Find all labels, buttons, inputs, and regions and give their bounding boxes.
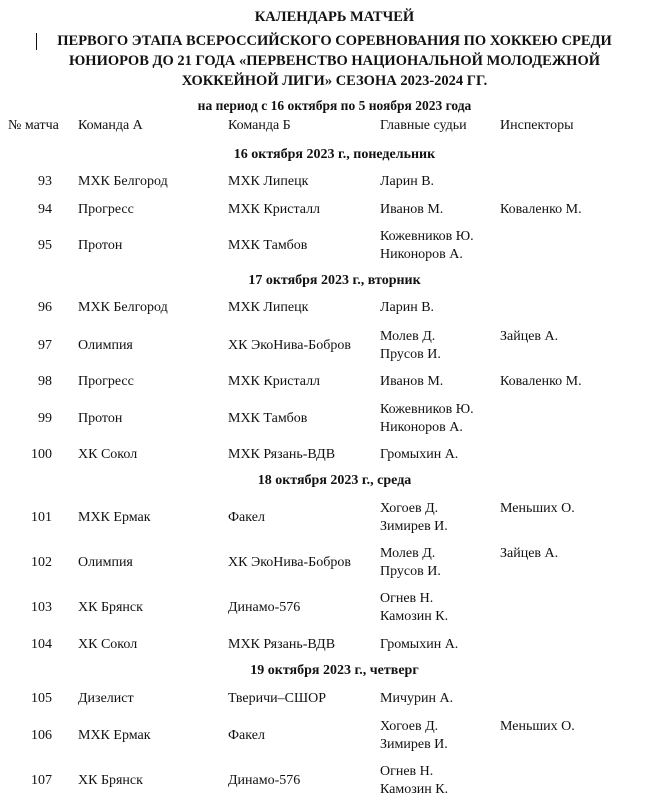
team-b: МХК Липецк: [228, 174, 309, 189]
match-number: 94: [38, 202, 52, 217]
team-a: Дизелист: [78, 691, 134, 706]
header-num: № матча: [8, 118, 59, 133]
referee-1: Хогоев Д.: [380, 719, 439, 734]
match-number: 107: [31, 773, 52, 788]
inspector: Зайцев А.: [500, 329, 559, 344]
referee-2: Никоноров А.: [380, 247, 463, 262]
team-a: Протон: [78, 238, 123, 253]
referee-1: Огнев Н.: [380, 591, 434, 606]
day-heading: 19 октября 2023 г., четверг: [250, 663, 419, 678]
referee-2: Никоноров А.: [380, 420, 463, 435]
team-b: Факел: [228, 510, 265, 525]
referee-1: Молев Д.: [380, 329, 436, 344]
referee-2: Прусов И.: [380, 564, 441, 579]
referee-1: Громыхин А.: [380, 637, 459, 652]
referee-2: Зимирев И.: [380, 737, 448, 752]
doc-title: КАЛЕНДАРЬ МАТЧЕЙ: [254, 9, 415, 25]
team-b: МХК Кристалл: [228, 202, 321, 217]
header-team-a: Команда А: [78, 118, 143, 133]
referee-1: Огнев Н.: [380, 764, 434, 779]
referee-2: Прусов И.: [380, 347, 441, 362]
team-b: МХК Рязань-ВДВ: [228, 447, 336, 462]
team-a: Протон: [78, 411, 123, 426]
referee-2: Камозин К.: [380, 782, 449, 797]
team-a: Олимпия: [78, 338, 133, 353]
referee-2: Зимирев И.: [380, 519, 448, 534]
match-number: 93: [38, 174, 52, 189]
inspector: Зайцев А.: [500, 546, 559, 561]
referee-1: Иванов М.: [380, 374, 444, 389]
team-b: ХК ЭкоНива-Бобров: [228, 338, 351, 353]
team-b: Тверичи–СШОР: [228, 691, 326, 706]
team-a: МХК Ермак: [78, 510, 151, 525]
team-a: ХК Брянск: [78, 600, 143, 615]
team-a: МХК Ермак: [78, 728, 151, 743]
doc-subtitle-line-2: ЮНИОРОВ ДО 21 ГОДА «ПЕРВЕНСТВО НАЦИОНАЛЬНОЙ МОЛОДЕЖНОЙ: [68, 53, 600, 69]
inspector: Коваленко М.: [500, 374, 582, 389]
team-a: Прогресс: [78, 202, 134, 217]
match-number: 105: [31, 691, 52, 706]
match-number: 100: [31, 447, 52, 462]
team-b: Динамо-576: [228, 600, 301, 615]
header-inspectors: Инспекторы: [500, 118, 574, 133]
doc-subtitle-line-1: ПЕРВОГО ЭТАПА ВСЕРОССИЙСКОГО СОРЕВНОВАНИЯ ПО ХОККЕЮ СРЕДИ: [57, 33, 612, 49]
referee-1: Ларин В.: [380, 174, 435, 189]
period-line: на период с 16 октября по 5 ноября 2023 года: [197, 98, 472, 113]
match-number: 102: [31, 555, 52, 570]
team-a: ХК Сокол: [78, 637, 138, 652]
referee-1: Иванов М.: [380, 202, 444, 217]
inspector: Коваленко М.: [500, 202, 582, 217]
team-b: МХК Кристалл: [228, 374, 321, 389]
referee-1: Молев Д.: [380, 546, 436, 561]
match-number: 106: [31, 728, 52, 743]
match-number: 98: [38, 374, 52, 389]
match-number: 103: [31, 600, 52, 615]
inspector: Меньших О.: [500, 719, 575, 734]
team-a: ХК Брянск: [78, 773, 143, 788]
team-b: МХК Рязань-ВДВ: [228, 637, 336, 652]
match-number: 99: [38, 411, 52, 426]
header-referees: Главные судьи: [380, 118, 467, 133]
team-b: ХК ЭкоНива-Бобров: [228, 555, 351, 570]
team-a: ХК Сокол: [78, 447, 138, 462]
team-a: Прогресс: [78, 374, 134, 389]
team-a: МХК Белгород: [78, 174, 168, 189]
day-heading: 18 октября 2023 г., среда: [257, 473, 412, 488]
team-b: Динамо-576: [228, 773, 301, 788]
team-b: МХК Липецк: [228, 300, 309, 315]
match-number: 101: [31, 510, 52, 525]
team-b: Факел: [228, 728, 265, 743]
day-heading: 16 октября 2023 г., понедельник: [233, 147, 436, 162]
referee-1: Хогоев Д.: [380, 501, 439, 516]
team-a: МХК Белгород: [78, 300, 168, 315]
referee-1: Кожевников Ю.: [380, 229, 474, 244]
inspector: Меньших О.: [500, 501, 575, 516]
team-b: МХК Тамбов: [228, 238, 308, 253]
match-number: 104: [31, 637, 52, 652]
team-a: Олимпия: [78, 555, 133, 570]
day-heading: 17 октября 2023 г., вторник: [248, 273, 421, 288]
referee-1: Мичурин А.: [380, 691, 454, 706]
referee-1: Громыхин А.: [380, 447, 459, 462]
referee-1: Кожевников Ю.: [380, 402, 474, 417]
match-number: 96: [38, 300, 52, 315]
match-number: 97: [38, 338, 52, 353]
referee-2: Камозин К.: [380, 609, 449, 624]
match-number: 95: [38, 238, 52, 253]
team-b: МХК Тамбов: [228, 411, 308, 426]
header-team-b: Команда Б: [228, 118, 291, 133]
doc-subtitle-line-3: ХОККЕЙНОЙ ЛИГИ» СЕЗОНА 2023-2024 ГГ.: [181, 73, 488, 89]
referee-1: Ларин В.: [380, 300, 435, 315]
